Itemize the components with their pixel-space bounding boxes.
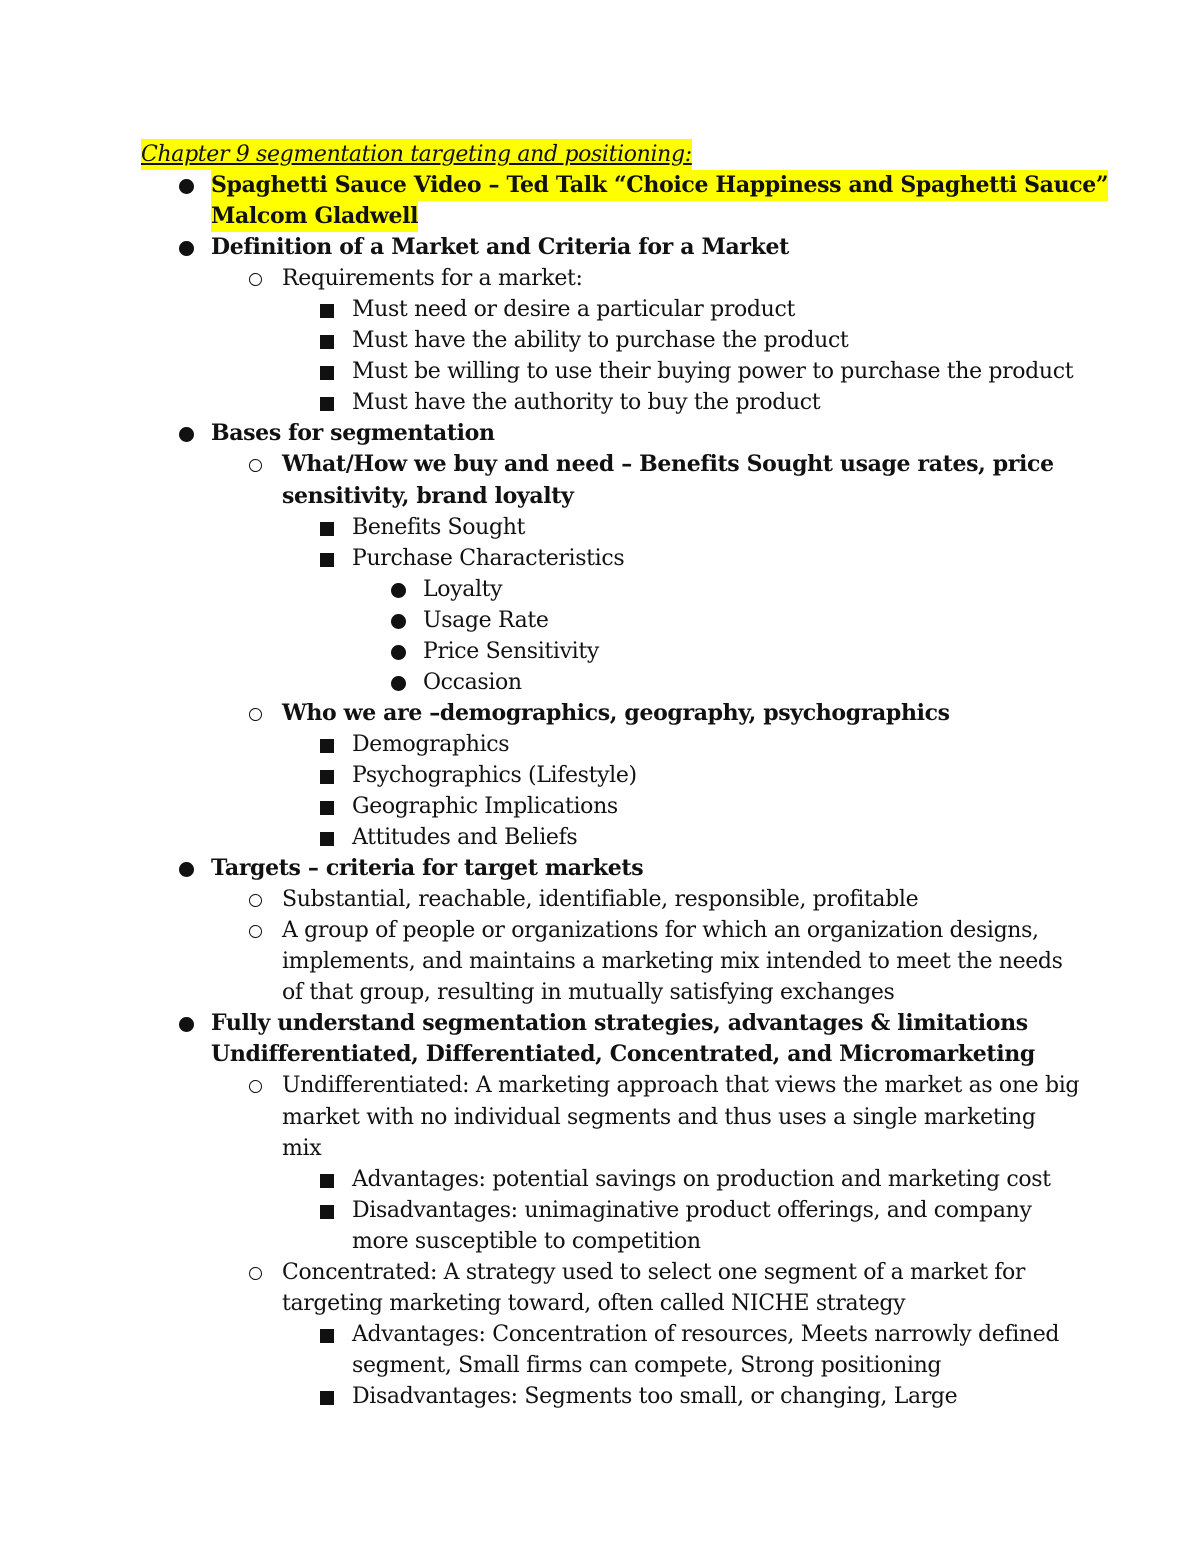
list-item-text: Must have the authority to buy the product <box>352 390 821 416</box>
list-item-text: Attitudes and Beliefs <box>352 825 578 851</box>
list-item-text: Undifferentiated: A marketing approach that views the market as one big <box>282 1073 1080 1099</box>
bullet-disc-icon <box>179 427 194 442</box>
bullet-square-icon <box>320 801 334 815</box>
bullet-disc-icon <box>179 241 194 256</box>
list-item-text: Demographics <box>352 731 510 757</box>
list-item-text: Must have the ability to purchase the product <box>352 328 849 354</box>
bullet-square-icon <box>320 335 334 349</box>
list-item-text: A group of people or organizations for which an organization designs, <box>282 918 1039 944</box>
bullet-disc-icon <box>391 676 406 691</box>
list-item-text: Bases for segmentation <box>211 420 495 447</box>
list-item-text: market with no individual segments and thus uses a single marketing <box>282 1104 1036 1130</box>
bullet-disc-icon <box>391 614 406 629</box>
list-item-text: Disadvantages: unimaginative product offerings, and company <box>352 1197 1032 1223</box>
list-item-text: Price Sensitivity <box>423 638 599 664</box>
list-item-text: Loyalty <box>423 576 503 602</box>
bullet-square-icon <box>320 522 334 536</box>
bullet-disc-icon <box>391 583 406 598</box>
list-item-text: Disadvantages: Segments too small, or changing, Large <box>352 1383 958 1409</box>
bullet-circle-icon <box>249 708 262 721</box>
list-item-text: Occasion <box>423 669 522 695</box>
bullet-disc-icon <box>179 862 194 877</box>
bullet-square-icon <box>320 1329 334 1343</box>
bullet-square-icon <box>320 832 334 846</box>
list-item-text: Advantages: Concentration of resources, Meets narrowly defined <box>352 1321 1060 1347</box>
list-item-text: of that group, resulting in mutually satisfying exchanges <box>282 980 895 1006</box>
list-item-text: targeting marketing toward, often called NICHE strategy <box>282 1290 906 1316</box>
list-item-text: Usage Rate <box>423 607 549 633</box>
bullet-square-icon <box>320 739 334 753</box>
bullet-square-icon <box>320 770 334 784</box>
bullet-circle-icon <box>249 1080 262 1093</box>
list-item-text: Targets – criteria for target markets <box>211 855 644 882</box>
list-item-text: Who we are –demographics, geography, psychographics <box>282 699 950 726</box>
list-item-text: Benefits Sought <box>352 514 526 540</box>
list-item-text: Geographic Implications <box>352 794 618 819</box>
bullet-circle-icon <box>249 459 262 472</box>
list-item-text: sensitivity, brand loyalty <box>282 482 574 509</box>
list-item-text: Advantages: potential savings on production and marketing cost <box>352 1166 1051 1192</box>
bullet-square-icon <box>320 553 334 567</box>
bullet-disc-icon <box>391 645 406 660</box>
list-item-text: Spaghetti Sauce Video – Ted Talk “Choice Happiness and Spaghetti Sauce” <box>211 170 1108 201</box>
page-title: Chapter 9 segmentation targeting and positioning: <box>141 139 692 170</box>
bullet-circle-icon <box>249 273 262 286</box>
bullet-square-icon <box>320 304 334 318</box>
bullet-square-icon <box>320 397 334 411</box>
list-item-text: implements, and maintains a marketing mix intended to meet the needs <box>282 949 1063 975</box>
bullet-circle-icon <box>249 1267 262 1280</box>
list-item-text: Undifferentiated, Differentiated, Concentrated, and Micromarketing <box>211 1041 1035 1068</box>
list-item-text: Definition of a Market and Criteria for a Market <box>211 234 789 261</box>
list-item-text: Fully understand segmentation strategies, advantages & limitations <box>211 1010 1028 1037</box>
bullet-square-icon <box>320 366 334 380</box>
list-item-text: segment, Small firms can compete, Strong positioning <box>352 1352 942 1378</box>
list-item-text: Must be willing to use their buying power to purchase the product <box>352 359 1074 385</box>
bullet-circle-icon <box>249 894 262 907</box>
list-item-text: What/How we buy and need – Benefits Sought usage rates, price <box>282 451 1054 478</box>
bullet-square-icon <box>320 1391 334 1405</box>
bullet-square-icon <box>320 1174 334 1188</box>
list-item-text: Purchase Characteristics <box>352 545 625 571</box>
list-item-text: Must need or desire a particular product <box>352 297 795 323</box>
bullet-disc-icon <box>179 1017 194 1032</box>
bullet-circle-icon <box>249 925 262 938</box>
list-item-text: Substantial, reachable, identifiable, responsible, profitable <box>282 887 919 913</box>
list-item-text: more susceptible to competition <box>352 1228 701 1254</box>
list-item-text: Psychographics (Lifestyle) <box>352 762 637 788</box>
bullet-square-icon <box>320 1205 334 1219</box>
list-item-text: Requirements for a market: <box>282 266 583 292</box>
bullet-disc-icon <box>179 179 194 194</box>
list-item-text: Concentrated: A strategy used to select one segment of a market for <box>282 1259 1026 1285</box>
list-item-text: Malcom Gladwell <box>211 201 418 232</box>
list-item-text: mix <box>282 1135 322 1161</box>
